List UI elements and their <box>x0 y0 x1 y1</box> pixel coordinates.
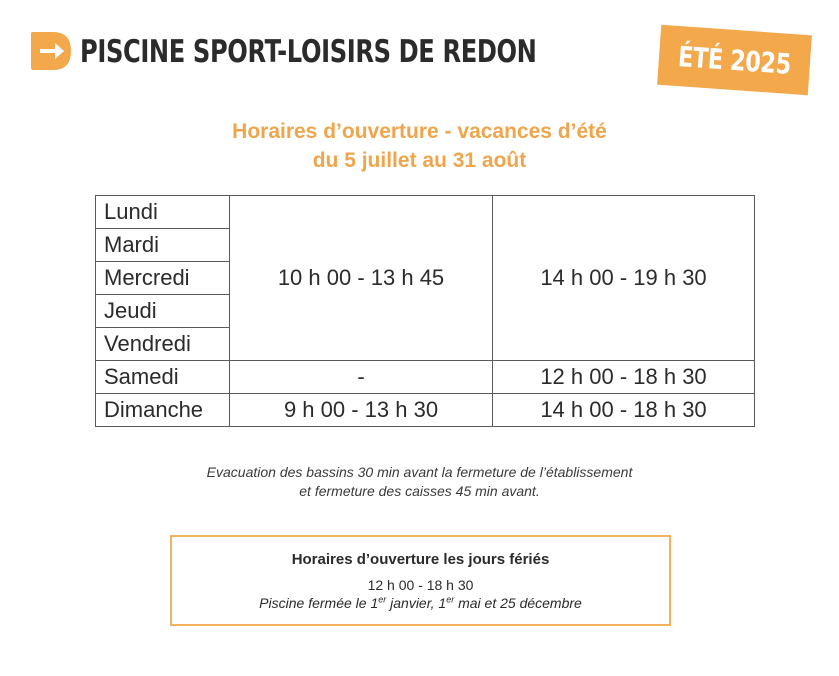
day-cell: Vendredi <box>96 328 230 361</box>
weekday-morning-hours: 10 h 00 - 13 h 45 <box>230 196 493 361</box>
day-cell: Mardi <box>96 229 230 262</box>
saturday-morning-hours: - <box>230 361 493 394</box>
cashier-note: et fermeture des caisses 45 min avant. <box>299 483 540 499</box>
weekday-afternoon-hours: 14 h 00 - 19 h 30 <box>493 196 755 361</box>
arrow-right-icon <box>29 30 73 72</box>
season-badge <box>657 25 812 95</box>
sunday-morning-hours: 9 h 00 - 13 h 30 <box>230 394 493 427</box>
table-row <box>96 196 755 229</box>
schedule-period: du 5 juillet au 31 août <box>312 149 527 172</box>
holiday-hours-box <box>170 535 671 626</box>
holiday-title: Horaires d’ouverture les jours fériés <box>291 551 550 568</box>
opening-hours-table <box>95 195 755 427</box>
day-cell: Mercredi <box>96 262 230 295</box>
day-cell: Lundi <box>96 196 230 229</box>
holiday-hours: 12 h 00 - 18 h 30 <box>367 577 474 593</box>
sunday-afternoon-hours: 14 h 00 - 18 h 30 <box>493 394 755 427</box>
season-badge-label: ÉTÉ 2025 <box>677 39 792 81</box>
day-cell: Jeudi <box>96 295 230 328</box>
schedule-heading: Horaires d’ouverture - vacances d’été <box>232 120 607 143</box>
day-cell: Samedi <box>96 361 230 394</box>
page-title: PISCINE SPORT-LOISIRS DE REDON <box>80 34 537 70</box>
table-row <box>96 394 755 427</box>
day-cell: Dimanche <box>96 394 230 427</box>
holiday-closures: Piscine fermée le 1er janvier, 1er mai et 25 décembre <box>259 594 582 611</box>
table-row <box>96 361 755 394</box>
saturday-afternoon-hours: 12 h 00 - 18 h 30 <box>493 361 755 394</box>
evacuation-note: Evacuation des bassins 30 min avant la fermeture de l’établissement <box>206 464 633 480</box>
